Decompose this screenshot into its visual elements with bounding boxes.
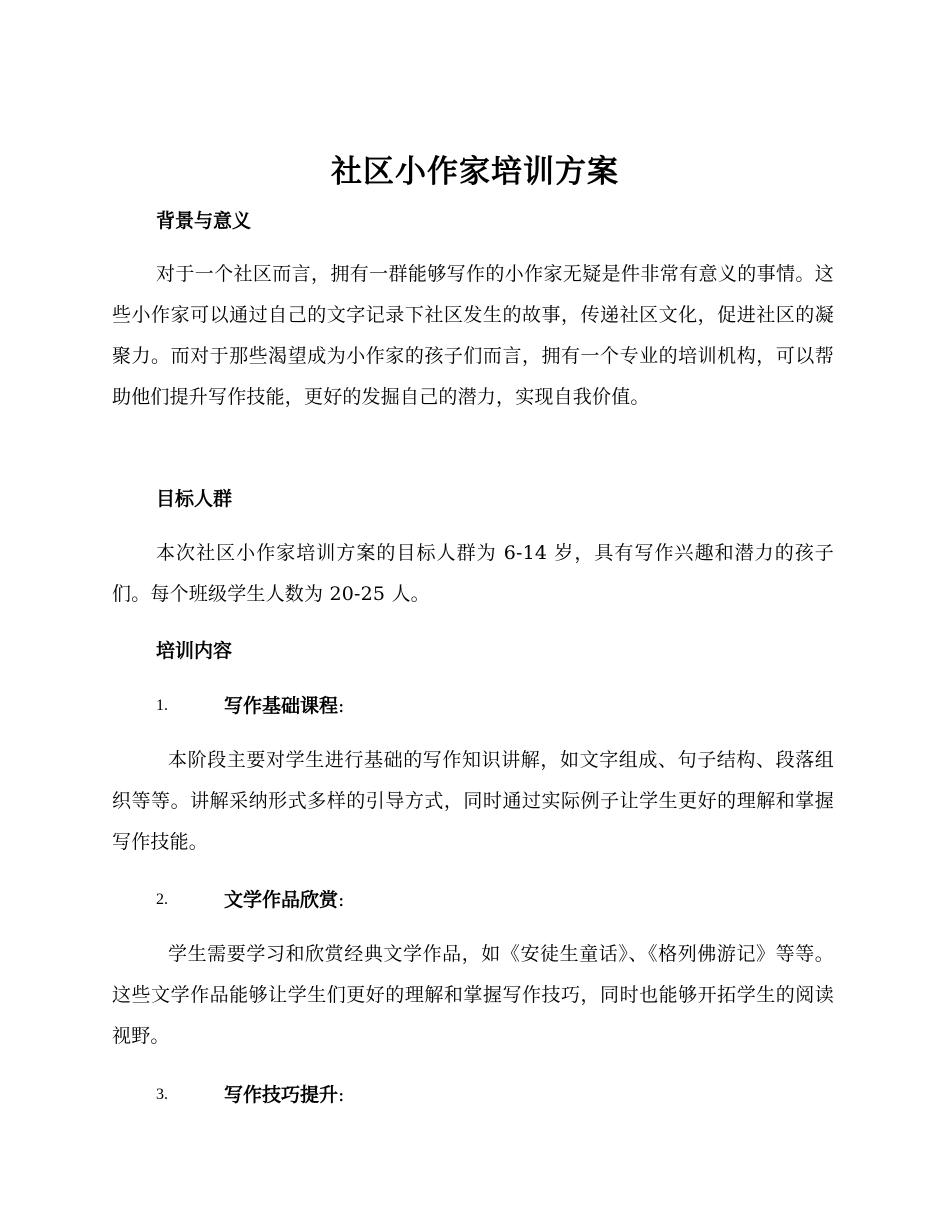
section-heading-background: 背景与意义 [156, 210, 252, 232]
list-number: 1. [156, 697, 168, 714]
list-number: 2. [156, 891, 168, 908]
target-paragraph: 本次社区小作家培训方案的目标人群为 6-14 岁，具有写作兴趣和潜力的孩子们。每个班级学生人数为 20-25 人。 [112, 542, 834, 605]
list-number: 3. [156, 1086, 168, 1103]
writing-basics-paragraph: 本阶段主要对学生进行基础的写作知识讲解，如文字组成、句子结构、段落组织等等。讲解采纳形式多样的引导方式，同时通过实际例子让学生更好的理解和掌握写作技能。 [112, 749, 834, 853]
list-label: 文学作品欣赏: [224, 889, 345, 911]
literature-appreciation-paragraph: 学生需要学习和欣赏经典文学作品，如《安徒生童话》、《格列佛游记》等等。这些文学作品能够让学生们更好的理解和掌握写作技巧，同时也能够开拓学生的阅读视野。 [112, 943, 834, 1047]
list-label: 写作基础课程: [224, 695, 345, 717]
section-heading-content: 培训内容 [156, 640, 233, 662]
section-heading-target: 目标人群 [156, 488, 233, 510]
list-label: 写作技巧提升: [224, 1084, 345, 1106]
background-paragraph: 对于一个社区而言，拥有一群能够写作的小作家无疑是件非常有意义的事情。这些小作家可以通过自己的文字记录下社区发生的故事，传递社区文化，促进社区的凝聚力。而对于那些渴望成为小作家的孩子们而言，拥有一个专业的培训机构，可以帮助他们提升写作技能，更好的发掘自己的潜力，实现自我价值。 [112, 263, 834, 408]
document-title: 社区小作家培训方案 [331, 154, 619, 190]
